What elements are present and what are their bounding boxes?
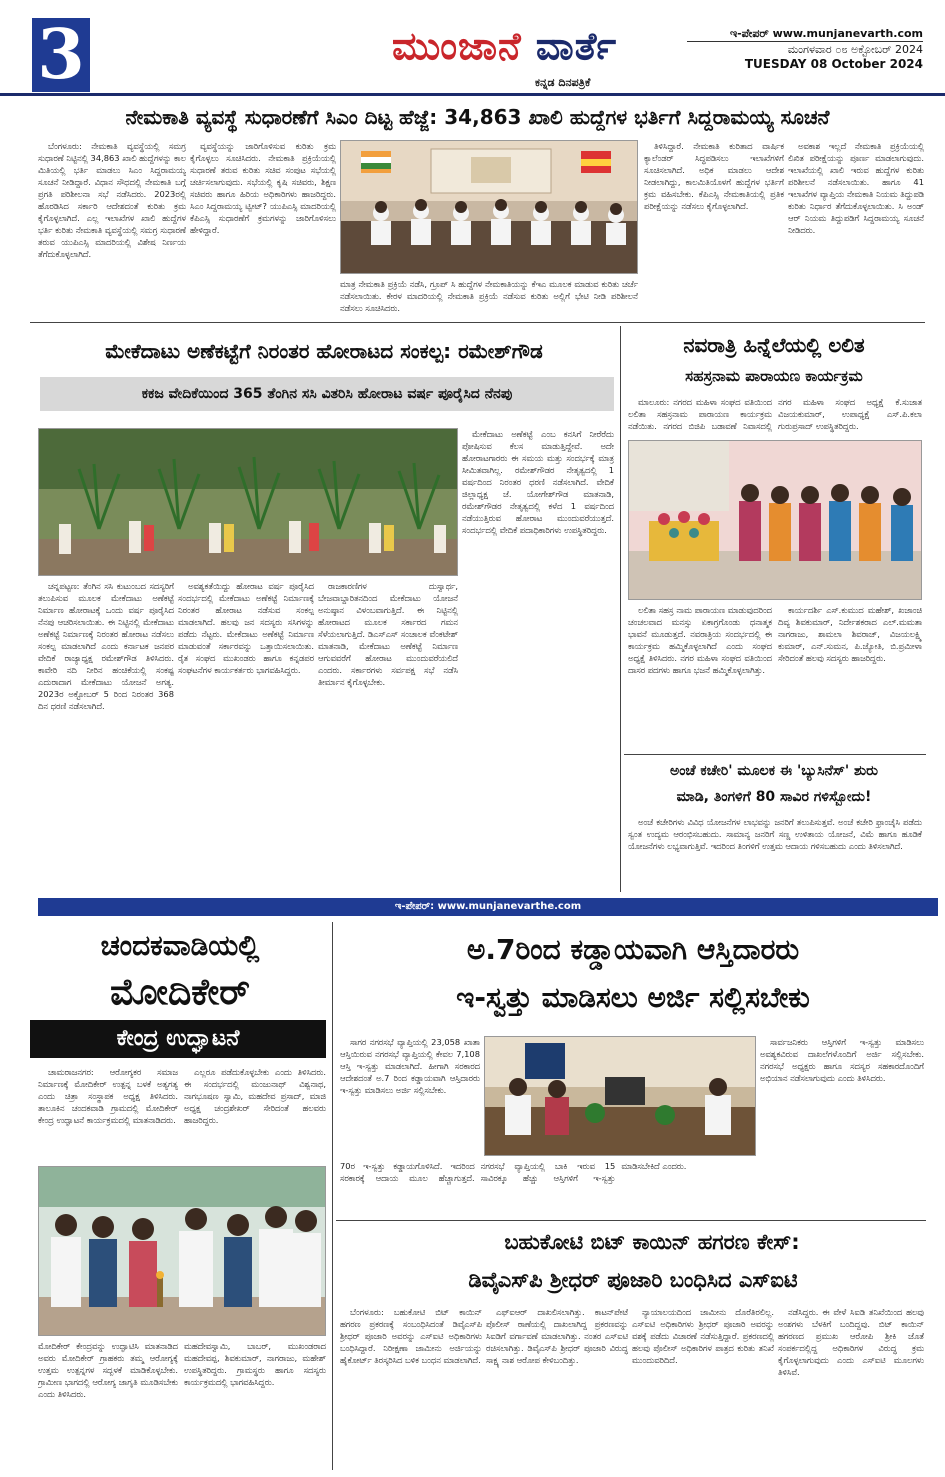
story7-column-1 (340, 1306, 482, 1466)
story5-col2-text: ಎಲ್ಲರೂ ಪಡೆದುಕೊಳ್ಳಬೇಕು ಎಂದು ತಿಳಿಸಿದರು. ಈ ಸಂದರ್ಭದಲ್ಲಿ ಮಂಜುನಾಥ್ ವಿಶ್ವನಾಥ, ನಾಗಭೂಷಣ ಸ್ವಾಮಿ, ಮಹದೇವ ಪ್ರಸಾದ್, ಮಾಜಿ ಅಧ್ಯಕ್ಷ ಚಂದ್ರಶೇಖರ್ ಸೇರಿದಂತೆ ಹಲವರು ಹಾಜರಿದ್ದರು. (184, 1067, 326, 1125)
story5-column-1 (38, 1066, 178, 1162)
story7-column-2 (486, 1306, 628, 1466)
story3-intro (628, 396, 922, 436)
story5-inauguration-photo (38, 1166, 326, 1336)
story7-headline-line-2: ಡಿವೈಎಸ್‌ಪಿ ಶ್ರೀಧರ್ ಪೂಜಾರಿ ಬಂಧಿಸಿದ ಎಸ್‌ಐಟಿ (468, 1268, 798, 1292)
story3-col1-text: ಲಲಿತಾ ಸಹಸ್ರ ನಾಮ ಪಾರಾಯಣ ಮಾಡುವುದರಿಂದ ಚಂಚಲವಾದ ಮನಸ್ಸು ಏಕಾಗ್ರಗೊಂಡು ಧನಾತ್ಮಕ ಭಾವನೆ ಮೂಡುತ್ತದೆ. ನವರಾತ್ರಿಯ ಸಂದರ್ಭದಲ್ಲಿ ಈ ಕಾರ್ಯಕ್ರಮ ಹಮ್ಮಿಕೊಳ್ಳಲಾಗಿದೆ ಎಂದು ಸಂಘದ ಅಧ್ಯಕ್ಷೆ ತಿಳಿಸಿದರು. ನಗರ ಮಹಿಳಾ ಸಂಘದ ವತಿಯಿಂದ ದಾಸರ ಪದಗಳು ಹಾಗೂ ಭಜನೆ ಹಮ್ಮಿಕೊಳ್ಳಲಾಗಿತ್ತು. (628, 605, 772, 675)
story1-col4-text: ಅವಕಾಶ ಇಲ್ಲದೆ ನೇಮಕಾತಿ ಪ್ರಕ್ರಿಯೆಯಲ್ಲಿ ಲಿಖಿತ ಪರೀಕ್ಷೆಯನ್ನು ಪೂರ್ಣ ಮಾಡಲಾಗುವುದು. ಇಲಾಖೆಯಲ್ಲಿ ಖಾಲಿ ಇರುವ ಹುದ್ದೆಗಳ ಕುರಿತು ಪರಿಶೀಲನೆ ನಡೆಸಲಾಯಿತು. ಹಾಗೂ 41 ಇಲಾಖೆಗಳ ವ್ಯಾಪ್ತಿಯ ನೇಮಕಾತಿ ನಿಯಮ ತಿದ್ದುಪಡಿ ಕುರಿತು ನಿರ್ಧಾರ ತೆಗೆದುಕೊಳ್ಳಲಾಯಿತು. ಸಿ ಅಂಡ್ ಆರ್ ನಿಯಮ ತಿದ್ದುಪಡಿಗೆ ಸಿದ್ದರಾಮಯ್ಯ ಸೂಚನೆ ನೀಡಿದರು. (788, 141, 924, 235)
story2-coconut-saplings-photo (38, 428, 458, 576)
story3-headline-line-2: ಸಹಸ್ರನಾಮ ಪಾರಾಯಣ ಕಾರ್ಯಕ್ರಮ (685, 367, 863, 385)
story1-col1-text: ಬೆಂಗಳೂರು: ನೇಮಕಾತಿ ವ್ಯವಸ್ಥೆಯಲ್ಲಿ ಸಮಗ್ರ ಸುಧಾರಣೆ ನಿಟ್ಟಿನಲ್ಲಿ 34,863 ಖಾಲಿ ಹುದ್ದೆಗಳನ್ನು ಕಾಲ ಮಿತಿಯಲ್ಲಿ ಭರ್ತಿ ಮಾಡಲು ಸಿಎಂ ಸಿದ್ದರಾಮಯ್ಯ ಸೂಚನೆ ನೀಡಿದ್ದಾರೆ. ವಿಧಾನ ಸೌಧದಲ್ಲಿ ನೇಮಕಾತಿ ಬಗ್ಗೆ ಪ್ರಗತಿ ಪರಿಶೀಲನಾ ಸಭೆ ನಡೆಸಿದರು. 2023ರಲ್ಲಿ ಹೊರಡಿಸಿದ ಸರ್ಕಾರಿ ಆದೇಶದಂತೆ ಕುರಿತು ಕ್ರಮ ಕೈಗೊಳ್ಳಲಾಗಿದೆ. ಎಲ್ಲ ಇಲಾಖೆಗಳ ಖಾಲಿ ಹುದ್ದೆಗಳ ಭರ್ತಿ ಕುರಿತು ನೇಮಕಾತಿ ವ್ಯವಸ್ಥೆಯಲ್ಲಿ ಸಮಗ್ರ ಸುಧಾರಣೆ ತರುವ ಯುಪಿಎಸ್ಸಿ ಮಾದರಿಯಲ್ಲಿ ವಿಶೇಷ ನಿರ್ಣಯ ತೆಗೆದುಕೊಳ್ಳಲಾಗಿದೆ. (38, 141, 186, 259)
story2-subheadline: ಕಕಜ ವೇದಿಕೆಯಿಂದ 365 ತೆಂಗಿನ ಸಸಿ ವಿತರಿಸಿ ಹೋರಾಟ ವರ್ಷ ಪೂರೈಸಿದ ನೆನಪು (40, 377, 614, 411)
story1-col3-text: ತಿಳಿಸಿದ್ದಾರೆ. ನೇಮಕಾತಿ ಕುರಿತಾದ ವಾರ್ಷಿಕ ಕ್ಯಾಲೆಂಡರ್ ಸಿದ್ಧಪಡಿಸಲು ಇಲಾಖೆಗಳಿಗೆ ಸೂಚಿಸಲಾಗಿದೆ. ಅಧಿಕ ಮಾಡಲು ಆದೇಶ ನೀಡಲಾಗಿದ್ದು, ಕಾಲಮಿತಿಯೊಳಗೆ ಹುದ್ದೆಗಳ ಭರ್ತಿಗೆ ಕ್ರಮ ವಹಿಸಬೇಕು. ಕೆಪಿಎಸ್ಸಿ ನೇಮಕಾತಿಯಲ್ಲಿ ಪ್ರತಿಕ ಪರೀಕ್ಷೆಯನ್ನು ನಡೆಸಲು ಕೈಗೊಳ್ಳಲಾಗಿದೆ. (644, 141, 784, 211)
story5-caption-left: ಮೋದಿಕೇರ್ ಕೇಂದ್ರವನ್ನು ಉದ್ಘಾಟಿಸಿ ಮಾತನಾಡಿದ ಅವರು ಮೋದಿಕೇರ್ ಗ್ರಾಹಕರು ತಮ್ಮ ಆರೋಗ್ಯಕ್ಕೆ ಉತ್ತಮ ಉತ್ಪನ್ನಗಳ ಸದ್ಬಳಕೆ ಮಾಡಿಕೊಳ್ಳಬೇಕು. ಗ್ರಾಮೀಣ ಭಾಗದಲ್ಲಿ ಆರೋಗ್ಯ ಜಾಗೃತಿ ಮೂಡಿಸಬೇಕು ಎಂದು ತಿಳಿಸಿದರು. (38, 1341, 178, 1399)
story3-intro-text: ಮಾಲೂರು: ನಗರದ ಮಹಿಳಾ ಸಂಘದ ವತಿಯಿಂದ ಲಲಿತಾ ಸಹಸ್ರನಾಮ ಪಾರಾಯಣ ಕಾರ್ಯಕ್ರಮ ನಡೆಯಿತು. ನಗರದ ಬಿಜಿಪಿ ಬಡಾವಣೆ ನಿವಾಸದಲ್ಲಿ ನಗರ ಮಹಿಳಾ ಸಂಘದ ಅಧ್ಯಕ್ಷೆ ಕೆ.ಸುಜಾತ ವಿಜಯಕುಮಾರ್, ಉಪಾಧ್ಯಕ್ಷೆ ಎಸ್.ಪಿ.ಕಲಾ ಗುರುಪ್ರಸಾದ್ ಉಪಸ್ಥಿತರಿದ್ದರು. (628, 397, 922, 431)
newspaper-logo (392, 24, 617, 69)
brand-word-2: ವಾರ್ತೆ (535, 24, 618, 68)
meeting-illustration (341, 141, 638, 274)
story3-col2-text: ಕಾರ್ಯದರ್ಶಿ ಎಸ್.ಕುಮುದ ಮಹೇಶ್, ಖಜಾಂಚಿ ದಿವ್ಯ ಶಿವಕುಮಾರ್, ನಿರ್ದೇಶಕರಾದ ಎಲ್.ಮಮತಾ ನಾಗರಾಜು, ಶಾಮಲಾ ಶಿವರಾಜ್, ವಿಜಯಲಕ್ಷ್ಮಿ ಕುಮಾರ್, ಎನ್.ಸುಮನ, ಪಿ.ಜ್ಯೋತಿ, ಬಿ.ಪ್ರಮೀಳಾ ಸೇರಿದಂತೆ ಹಲವು ಸದಸ್ಯರು ಹಾಜರಿದ್ದರು. (778, 605, 922, 663)
story4-body (628, 816, 922, 890)
office-illustration (485, 1037, 756, 1156)
story6-caption: 70ರ ಇ-ಸ್ವತ್ತು ಕಡ್ಡಾಯಗೊಳಿಸಿದೆ. ಇದರಿಂದ ಸರಕಾರಕ್ಕೆ ಆದಾಯ ಮೂಲ ಹೆಚ್ಚಾಗುತ್ತದೆ. ನಗರಸಭೆ ವ್ಯಾಪ್ತಿಯಲ್ಲಿ ಬಾಕಿ ಇರುವ 15 ಸಾವಿರಕ್ಕೂ ಹೆಚ್ಚು ಆಸ್ತಿಗಳಿಗೆ ಇ-ಸ್ವತ್ತು ಮಾಡಿಸಬೇಕಿದೆ ಎಂದರು. (340, 1161, 687, 1183)
story3-column-2 (778, 604, 922, 750)
story5-caption-right: ಮಹದೇವಸ್ವಾಮಿ, ಬಾಬರ್, ಮುಖಂಡರಾದ ಮಹದೇವಪ್ಪ, ಶಿವಕುಮಾರ್, ನಾಗರಾಜು, ಮಹೇಶ್ ಉಪಸ್ಥಿತರಿದ್ದರು. ಗ್ರಾಮಸ್ಥರು ಹಾಗೂ ಸದಸ್ಯರು ಕಾರ್ಯಕ್ರಮದಲ್ಲಿ ಭಾಗವಹಿಸಿದ್ದರು. (184, 1341, 326, 1387)
masthead (0, 0, 945, 96)
story6-headline-line-1: ಅ.7ರಿಂದ ಕಡ್ಡಾಯವಾಗಿ ಆಸ್ತಿದಾರರು (466, 933, 800, 966)
story2-col4-text: ಮೇಕೆದಾಟು ಅಣೆಕಟ್ಟೆ ಎಂಬ ಕನಸಿಗೆ ನೀರೆರೆದು ಪೋಷಿಸುವ ಕೆಲಸ ಮಾಡುತ್ತಿದ್ದೇವೆ. ಅದೇ ಹೋರಾಟಗಾರರು ಈ ಸಮಯ ಮತ್ತು ಸಂದರ್ಭಕ್ಕೆ ಮಾತ್ರ ಸೀಮಿತವಾಗಿಲ್ಲ. ರಮೇಶ್‌ಗೌಡರ ನೇತೃತ್ವದಲ್ಲಿ 1 ವರ್ಷದಿಂದ ನಿರಂತರ ಧರಣಿ ನಡೆಸಲಾಗಿದೆ. ವೇದಿಕೆ ಜಿಲ್ಲಾಧ್ಯಕ್ಷ ಜೆ. ಯೋಗೇಶ್‌ಗೌಡ ಮಾತನಾಡಿ, ರಮೇಶ್‌ಗೌಡರ ನೇತೃತ್ವದಲ್ಲಿ ಕಳೆದ 1 ವರ್ಷದಿಂದ ನಡೆಯುತ್ತಿರುವ ಹೋರಾಟ ಮುಂದುವರೆಯುತ್ತದೆ. ಸಂದರ್ಭದಲ್ಲಿ ವೇದಿಕೆ ಪದಾಧಿಕಾರಿಗಳು ಉಪಸ್ಥಿತರಿದ್ದರು. (462, 429, 614, 535)
story5-col1-text: ಚಾಮರಾಜನಗರ: ಆರೋಗ್ಯಕರ ಸಮಾಜ ನಿರ್ಮಾಣಕ್ಕೆ ಮೋದಿಕೇರ್ ಉತ್ಪನ್ನ ಬಳಕೆ ಅತ್ಯಗತ್ಯ ಎಂದು ಚಿತ್ರಾ ಸಂಸ್ಥಾಪಕ ಅಧ್ಯಕ್ಷ ತಿಳಿಸಿದರು. ತಾಲೂಕಿನ ಚಂದಕವಾಡಿ ಗ್ರಾಮದಲ್ಲಿ ಮೋದಿಕೇರ್ ಕೇಂದ್ರ ಉದ್ಘಾಟನೆ ಕಾರ್ಯಕ್ರಮದಲ್ಲಿ ಮಾತನಾಡಿದರು. (38, 1067, 178, 1125)
edition-info (687, 26, 923, 72)
story5-headline-line-2: ಮೋದಿಕೇರ್ (110, 972, 250, 1013)
story7-col2-text: ಎಫ್ಐಆರ್ ದಾಖಲಿಸಲಾಗಿತ್ತು. ಕಾಟನ್‌ಪೇಟೆ ಪೊಲೀಸ್ ಠಾಣೆಯಲ್ಲಿ ದಾಖಲಾಗಿದ್ದ ಪ್ರಕರಣವನ್ನು ಸಿಐಡಿಗೆ ವರ್ಗಾವಣೆ ಮಾಡಲಾಗಿತ್ತು. ನಂತರ ಎಸ್‌ಐಟಿ ರಚಿಸಲಾಗಿತ್ತು. ಡಿವೈಎಸ್‌ಪಿ ಶ್ರೀಧರ್ ಪೂಜಾರಿ ವಿರುದ್ಧ ಸಾಕ್ಷ್ಯ ನಾಶ ಆರೋಪ ಕೇಳಿಬಂದಿತ್ತು. (486, 1307, 628, 1365)
tagline: ಕನ್ನಡ ದಿನಪತ್ರಿಕೆ (535, 76, 591, 89)
story3-column-1 (628, 604, 772, 750)
story1-headline: ನೇಮಕಾತಿ ವ್ಯವಸ್ಥೆ ಸುಧಾರಣೆಗೆ ಸಿಎಂ ದಿಟ್ಟ ಹೆಜ್ಜೆ: 34,863 ಖಾಲಿ ಹುದ್ದೆಗಳ ಭರ್ತಿಗೆ ಸಿದ್ದರಾಮಯ್ಯ ಸೂಚನೆ (125, 105, 830, 129)
kannada-date: ಮಂಗಳವಾರ ೦೮ ಅಕ್ಟೋಬರ್ 2024 (787, 43, 923, 56)
story2-column-4 (462, 428, 614, 890)
story2-column-2 (178, 580, 314, 890)
divider-line (624, 754, 926, 755)
story1-photo-caption: ಮಾತ್ರ ನೇಮಕಾತಿ ಪ್ರಕ್ರಿಯೆ ನಡೆಸಿ, ಗ್ರೂಪ್ ಸಿ ಹುದ್ದೆಗಳ ನೇಮಕಾತಿಯನ್ನು ಕೆಇಎ ಮೂಲಕ ಮಾಡುವ ಕುರಿತು ಚರ್ಚೆ ನಡೆಸಲಾಯಿತು. ಕೇರಳ ಮಾದರಿಯಲ್ಲಿ ನೇಮಕಾತಿ ಪ್ರಕ್ರಿಯೆ ನಡೆಸುವ ಕುರಿತು ಅಲ್ಲಿಗೆ ಭೇಟಿ ನೀಡಿ ಪರಿಶೀಲನೆ ನಡೆಸಲು ಸೂಚಿಸಿದರು. (340, 279, 638, 313)
story7-col4-text: ನಡೆಸಿದ್ದರು. ಈ ವೇಳೆ ಸಿಐಡಿ ತನಿಖೆಯಿಂದ ಹಲವು ಅಂಶಗಳು ಬೆಳಕಿಗೆ ಬಂದಿದ್ದವು. ಬಿಟ್ ಕಾಯಿನ್ ಹಗರಣದ ಪ್ರಮುಖ ಆರೋಪಿ ಶ್ರೀಕಿ ಜೊತೆ ಸಂಪರ್ಕದಲ್ಲಿದ್ದ ಅಧಿಕಾರಿಗಳ ವಿರುದ್ಧ ಕ್ರಮ ಕೈಗೊಳ್ಳಲಾಗುವುದು ಎಂದು ಎಸ್‌ಐಟಿ ಮೂಲಗಳು ತಿಳಿಸಿವೆ. (778, 1307, 924, 1377)
story3-headline-line-1: ನವರಾತ್ರಿ ಹಿನ್ನೆಲೆಯಲ್ಲಿ ಲಲಿತ (683, 333, 865, 357)
story7-col3-text: ನ್ಯಾಯಾಲಯದಿಂದ ಜಾಮೀನು ದೊರೆತಿರಲಿಲ್ಲ. ಎಸ್‌ಐಟಿ ಅಧಿಕಾರಿಗಳು ಶ್ರೀಧರ್ ಪೂಜಾರಿ ಅವರನ್ನು ವಶಕ್ಕೆ ಪಡೆದು ವಿಚಾರಣೆ ನಡೆಸುತ್ತಿದ್ದಾರೆ. ಪ್ರಕರಣದಲ್ಲಿ ಹಲವು ಪೊಲೀಸ್ ಅಧಿಕಾರಿಗಳ ಪಾತ್ರದ ಕುರಿತು ತನಿಖೆ ಮುಂದುವರಿದಿದೆ. (632, 1307, 774, 1365)
epaper-band[interactable]: ಇ-ಪೇಪರ್: www.munjanevarthe.com (38, 898, 938, 916)
story1-meeting-photo (340, 140, 638, 274)
story7-col1-text: ಬೆಂಗಳೂರು: ಬಹುಕೋಟಿ ಬಿಟ್ ಕಾಯಿನ್ ಹಗರಣ ಪ್ರಕರಣಕ್ಕೆ ಸಂಬಂಧಿಸಿದಂತೆ ಡಿವೈಎಸ್‌ಪಿ ಶ್ರೀಧರ್ ಪೂಜಾರಿ ಅವರನ್ನು ಎಸ್‌ಐಟಿ ಅಧಿಕಾರಿಗಳು ಬಂಧಿಸಿದ್ದಾರೆ. ನಿರೀಕ್ಷಣಾ ಜಾಮೀನು ಅರ್ಜಿಯನ್ನು ಹೈಕೋರ್ಟ್ ತಿರಸ್ಕರಿಸಿದ ಬಳಿಕ ಬಂಧನ ಮಾಡಲಾಗಿದೆ. (340, 1307, 482, 1365)
story1-col2-text: ವ್ಯವಸ್ಥೆಯನ್ನು ಜಾರಿಗೊಳಿಸುವ ಕುರಿತು ಕ್ರಮ ಕೈಗೊಳ್ಳಲು ಸೂಚಿಸಿದರು. ನೇಮಕಾತಿ ಪ್ರಕ್ರಿಯೆಯಲ್ಲಿ ಸುಧಾರಣೆ ತರುವ ಕುರಿತು ಸಚಿವ ಸಂಪುಟ ಸಭೆಯಲ್ಲಿ ಚರ್ಚಿಸಲಾಗುವುದು. ಸಭೆಯಲ್ಲಿ ಕೃಷಿ ಸಚಿವರು, ಶಿಕ್ಷಣ ಸಚಿವರು ಹಾಗೂ ಹಿರಿಯ ಅಧಿಕಾರಿಗಳು ಹಾಜರಿದ್ದರು. ಸಿಎಂ ಸಿದ್ದರಾಮಯ್ಯ ಟ್ವೀಟ್? ಯುಪಿಎಸ್ಸಿ ಮಾದರಿಯಲ್ಲಿ ಕೆಪಿಎಸ್ಸಿ ಸುಧಾರಣೆಗೆ ಕ್ರಮಗಳನ್ನು ಜಾರಿಗೊಳಿಸಲು ಹೇಳಿದ್ದಾರೆ. (190, 141, 336, 235)
story5-headline-line-3: ಕೇಂದ್ರ ಉದ್ಘಾಟನೆ (30, 1020, 326, 1058)
story6-column-2 (760, 1036, 924, 1212)
story7-column-4 (778, 1306, 924, 1466)
story7-headline-line-1: ಬಹುಕೋಟಿ ಬಿಟ್ ಕಾಯಿನ್ ಹಗರಣ ಕೇಸ್: (504, 1230, 800, 1254)
story1-column-2 (190, 140, 336, 316)
story1-column-1 (38, 140, 186, 316)
story3-parayana-photo (628, 440, 922, 600)
story2-column-1 (38, 580, 174, 890)
story2-col2-text: ಅವಶ್ಯಕತೆಯಿದ್ದು ಹೋರಾಟ ವರ್ಷ ಪೂರೈಸಿದ ಸಂದರ್ಭದಲ್ಲಿ ಮೇಕೆದಾಟು ಅಣೆಕಟ್ಟೆ ನಿರ್ಮಾಣಕ್ಕೆ ನಿರಂತರ ಹೋರಾಟ ನಡೆಸುವ ಸಂಕಲ್ಪ ಮಾಡಲಾಗಿದೆ. ಹಲವು ಜನ ಸದಸ್ಯರು ಸಸಿಗಳನ್ನು ಪಡೆದು ನೆಟ್ಟರು. ಮೇಕೆದಾಟು ಅಣೆಕಟ್ಟೆ ನಿರ್ಮಾಣ ಮಾಡುವಂತೆ ಸರ್ಕಾರವನ್ನು ಒತ್ತಾಯಿಸಲಾಯಿತು. ರೈತ ಸಂಘದ ಮುಖಂಡರು ಹಾಗೂ ಕನ್ನಡಪರ ಸಂಘಟನೆಗಳ ಕಾರ್ಯಕರ್ತರು ಭಾಗವಹಿಸಿದ್ದರು. (178, 581, 314, 675)
column-divider (620, 326, 621, 892)
story6-column-1 (340, 1036, 480, 1120)
story2-column-3 (318, 580, 458, 890)
brand-word-1: ಮುಂಜಾನೆ (392, 24, 522, 68)
divider-line (336, 1220, 926, 1221)
story6-headline-line-2: ಇ-ಸ್ವತ್ತು ಮಾಡಿಸಲು ಅರ್ಜಿ ಸಲ್ಲಿಸಬೇಕು (456, 981, 810, 1014)
story4-body-text: ಅಂಚೆ ಕಚೇರಿಗಳು ವಿವಿಧ ಯೋಜನೆಗಳ ಲಾಭವನ್ನು ಜನರಿಗೆ ತಲುಪಿಸುತ್ತವೆ. ಅಂಚೆ ಕಚೇರಿ ಫ್ರಾಂಚೈಸಿ ಪಡೆದು ಸ್ವಂತ ಉದ್ಯಮ ಆರಂಭಿಸಬಹುದು. ಸಾಮಾನ್ಯ ಜನರಿಗೆ ಸಣ್ಣ ಉಳಿತಾಯ ಯೋಜನೆ, ವಿಮೆ ಹಾಗೂ ಹೂಡಿಕೆ ಯೋಜನೆಗಳು ಲಭ್ಯವಾಗುತ್ತಿವೆ. ಇದರಿಂದ ತಿಂಗಳಿಗೆ ಉತ್ತಮ ಆದಾಯ ಗಳಿಸಬಹುದು ಎಂದು ತಿಳಿಸಲಾಗಿದೆ. (628, 817, 922, 851)
story1-column-3 (644, 140, 784, 316)
website-link[interactable]: ಇ-ಪೇಪರ್ www.munjanevarth.com (687, 26, 923, 42)
story2-col3-text: ರಾಜಕಾರಣಿಗಳ ದುಸ್ವಾರ್ಥ, ಬೇಜವಾಬ್ದಾರಿತನದಿಂದ ಮೇಕೆದಾಟು ಯೋಜನೆ ಅನುಷ್ಠಾನ ವಿಳಂಬವಾಗುತ್ತಿದೆ. ಈ ನಿಟ್ಟಿನಲ್ಲಿ ಹೋರಾಟದ ಮೂಲಕ ಸರ್ಕಾರದ ಗಮನ ಸೆಳೆಯಲಾಗುತ್ತಿದೆ. ಡಿಎಸ್ಎಸ್ ಸಂಚಾಲಕ ವೆಂಕಟೇಶ್ ಮಾತನಾಡಿ, ಮೇಕೆದಾಟು ಅಣೆಕಟ್ಟೆ ನಿರ್ಮಾಣ ಆಗುವವರೆಗೆ ಹೋರಾಟ ಮುಂದುವರೆಯಲಿದೆ ಎಂದರು. ಸರ್ಕಾರಗಳು ಸರ್ವಪಕ್ಷ ಸಭೆ ನಡೆಸಿ ತೀರ್ಮಾನ ಕೈಗೊಳ್ಳಬೇಕು. (318, 581, 458, 687)
story5-headline-line-1: ಚಂದಕವಾಡಿಯಲ್ಲಿ (100, 929, 260, 962)
story6-office-photo (484, 1036, 756, 1156)
story2-headline: ಮೇಕೆದಾಟು ಅಣೆಕಟ್ಟೆಗೆ ನಿರಂತರ ಹೋರಾಟದ ಸಂಕಲ್ಪ: ರಮೇಶ್‌ಗೌಡ (105, 339, 543, 363)
column-divider (332, 922, 333, 1470)
story5-column-2 (184, 1066, 326, 1162)
english-date: TUESDAY 08 October 2024 (744, 57, 923, 71)
saplings-illustration (39, 429, 458, 576)
divider-line (30, 322, 925, 323)
story6-col1-text: ಸಾಗರ ನಗರಸಭೆ ವ್ಯಾಪ್ತಿಯಲ್ಲಿ 23,058 ಖಾತಾ ಆಸ್ತಿಯಿರುವ ನಗರಸಭೆ ವ್ಯಾಪ್ತಿಯಲ್ಲಿ ಕೇವಲ 7,108 ಆಸ್ತಿ ಇ-ಸ್ವತ್ತು ಮಾಡಲಾಗಿದೆ. ಹೀಗಾಗಿ ಸರಕಾರದ ಆದೇಶದಂತೆ ಅ.7 ರಿಂದ ಕಡ್ಡಾಯವಾಗಿ ಆಸ್ತಿದಾರರು ಇ-ಸ್ವತ್ತು ಮಾಡಿಸಲು ಅರ್ಜಿ ಸಲ್ಲಿಸಬೇಕು. (340, 1037, 480, 1095)
page-number: 3 (32, 18, 90, 92)
story1-column-4 (788, 140, 924, 316)
story6-col2-text: ಸಾರ್ವಜನಿಕರು ಆಸ್ತಿಗಳಿಗೆ ಇ-ಸ್ವತ್ತು ಮಾಡಿಸಲು ಅವಶ್ಯಕವಿರುವ ದಾಖಲೆಗಳೊಂದಿಗೆ ಅರ್ಜಿ ಸಲ್ಲಿಸಬೇಕು. ನಗರಸಭೆ ಅಧ್ಯಕ್ಷರು ಹಾಗೂ ಸದಸ್ಯರ ಸಹಕಾರದೊಂದಿಗೆ ಅಭಿಯಾನ ನಡೆಸಲಾಗುವುದು ಎಂದು ತಿಳಿಸಿದರು. (760, 1037, 924, 1083)
inauguration-illustration (39, 1167, 326, 1336)
story4-headline-line-2: ಮಾಡಿ, ತಿಂಗಳಿಗೆ 80 ಸಾವಿರ ಗಳಿಸ್ಬೋದು! (676, 789, 872, 805)
story7-column-3 (632, 1306, 774, 1466)
story2-col1-text: ಚನ್ನಪಟ್ಟಣ: ತೆಂಗಿನ ಸಸಿ ಕುಟುಂಬದ ಸದಸ್ಯರಿಗೆ ತಲುಪಿಸುವ ಮೂಲಕ ಮೇಕೆದಾಟು ಅಣೆಕಟ್ಟೆ ನಿರ್ಮಾಣ ಹೋರಾಟಕ್ಕೆ ಒಂದು ವರ್ಷ ಪೂರೈಸಿದ ನೆನಪು ಆಚರಿಸಲಾಯಿತು. ಈ ನಿಟ್ಟಿನಲ್ಲಿ ಮೇಕೆದಾಟು ಅಣೆಕಟ್ಟೆ ನಿರ್ಮಾಣಕ್ಕೆ ನಿರಂತರ ಹೋರಾಟ ನಡೆಸಲು ಸಂಕಲ್ಪ ಮಾಡಲಾಗಿದೆ ಎಂದು ಕರ್ನಾಟಕ ಜನಪರ ವೇದಿಕೆ ರಾಜ್ಯಾಧ್ಯಕ್ಷ ರಮೇಶ್‌ಗೌಡ ತಿಳಿಸಿದರು. ಕಾವೇರಿ ನದಿ ನೀರಿನ ಹಂಚಿಕೆಯಲ್ಲಿ ಸಂಕಷ್ಟ ಎದುರಾದಾಗ ಮೇಕೆದಾಟು ಯೋಜನೆ ಅಗತ್ಯ. 2023ರ ಅಕ್ಟೋಬರ್ 5 ರಿಂದ ನಿರಂತರ 368 ದಿನ ಧರಣಿ ನಡೆಸಲಾಗಿದೆ. (38, 581, 174, 711)
navaratri-illustration (629, 441, 922, 600)
story4-headline-line-1: ಅಂಚೆ ಕಚೇರಿ' ಮೂಲಕ ಈ 'ಬ್ಯುಸಿನೆಸ್' ಶುರು (670, 763, 878, 779)
